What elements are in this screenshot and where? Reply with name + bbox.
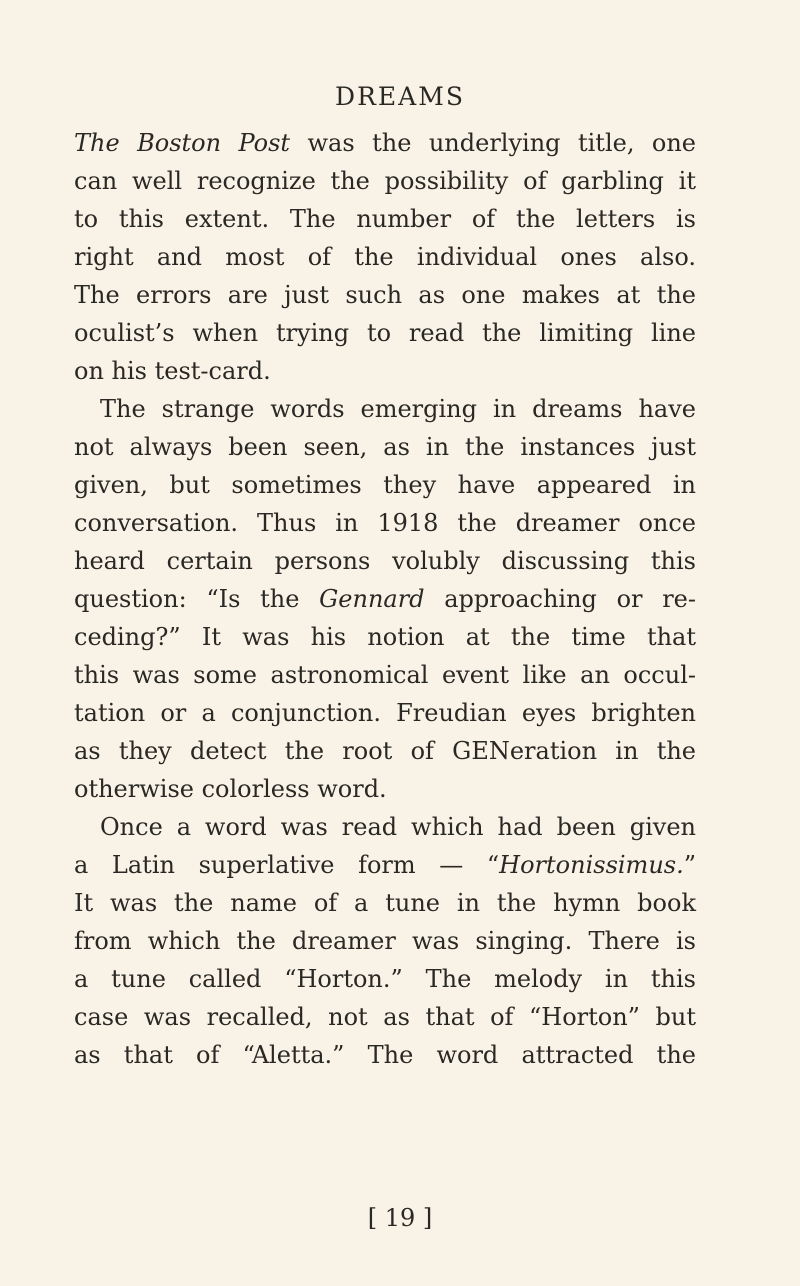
text-run: this was some astronomical event like an occul- [74, 661, 696, 689]
text-line [74, 124, 696, 162]
text-line [74, 504, 696, 542]
text-run: ceding?” It was his notion at the time that [74, 623, 696, 651]
text-line [74, 732, 696, 770]
text-run: The strange words emerging in dreams have [100, 395, 696, 423]
text-run: on his test-card. [74, 357, 271, 385]
text-run: a Latin superlative form — “ [74, 851, 500, 879]
text-run: otherwise colorless word. [74, 775, 387, 803]
text-run: as that of “Aletta.” The word attracted the [74, 1041, 696, 1069]
text-line [74, 808, 696, 846]
text-run: heard certain persons volubly discussing this [74, 547, 696, 575]
text-line [74, 846, 696, 884]
text-line [74, 998, 696, 1036]
italic-text: Gennard [319, 585, 425, 613]
italic-text: Hortonissimus. [499, 851, 684, 879]
italic-text: The Boston Post [74, 129, 291, 157]
text-line [74, 580, 696, 618]
paragraph [74, 390, 696, 808]
page-number: [ 19 ] [367, 1204, 433, 1232]
text-run: approaching or re- [424, 585, 696, 613]
paragraph [74, 808, 696, 1074]
text-run: question: “Is the [74, 585, 320, 613]
text-run: oculist’s when trying to read the limiting line [74, 319, 696, 347]
text-line [74, 390, 696, 428]
text-run: was the underlying title, one [290, 129, 696, 157]
text-run: The errors are just such as one makes at the [74, 281, 696, 309]
text-run: as they detect the root of GENeration in the [74, 737, 696, 765]
paragraph [74, 124, 696, 390]
text-line [74, 352, 696, 390]
text-line [74, 200, 696, 238]
running-head: DREAMS [335, 82, 465, 111]
text-run: case was recalled, not as that of “Horton” but [74, 1003, 696, 1031]
text-run: Once a word was read which had been given [100, 813, 696, 841]
text-line [74, 960, 696, 998]
text-run: ” [683, 851, 696, 879]
text-run: not always been seen, as in the instances just [74, 433, 696, 461]
text-run: It was the name of a tune in the hymn book [74, 889, 696, 917]
text-line [74, 314, 696, 352]
text-line [74, 656, 696, 694]
text-line [74, 770, 696, 808]
text-line [74, 466, 696, 504]
text-run: right and most of the individual ones also. [74, 243, 696, 271]
text-line [74, 618, 696, 656]
text-run: tation or a conjunction. Freudian eyes brighten [74, 699, 696, 727]
text-line [74, 922, 696, 960]
text-line [74, 542, 696, 580]
text-run: can well recognize the possibility of garbling it [74, 167, 696, 195]
text-line [74, 694, 696, 732]
text-run: conversation. Thus in 1918 the dreamer once [74, 509, 696, 537]
text-line [74, 276, 696, 314]
text-run: a tune called “Horton.” The melody in this [74, 965, 696, 993]
text-line [74, 162, 696, 200]
body-text [74, 124, 696, 1074]
text-run: to this extent. The number of the letters is [74, 205, 696, 233]
text-line [74, 238, 696, 276]
text-line [74, 884, 696, 922]
text-line [74, 1036, 696, 1074]
text-run: given, but sometimes they have appeared in [74, 471, 696, 499]
text-run: from which the dreamer was singing. There is [74, 927, 696, 955]
text-line [74, 428, 696, 466]
